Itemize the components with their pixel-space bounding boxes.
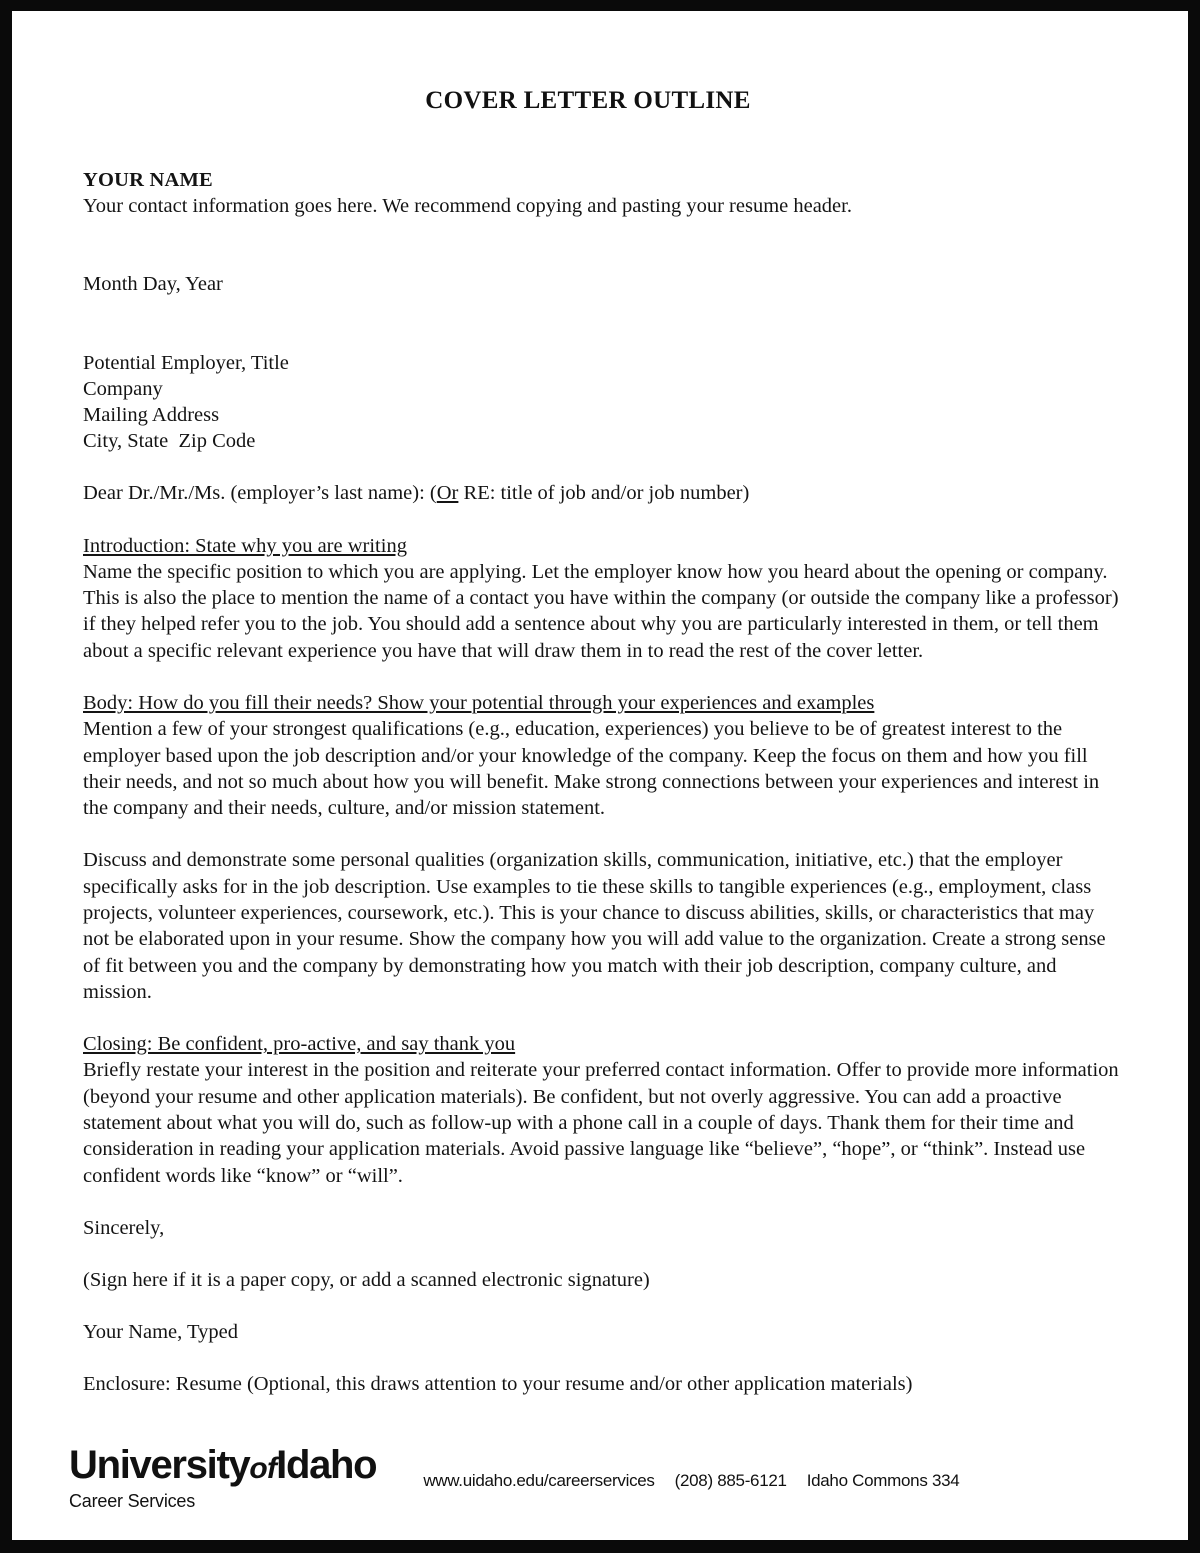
logo-word-university: University [69,1443,250,1487]
logo-subtitle-career-services: Career Services [69,1491,196,1511]
typed-name-line: Your Name, Typed [83,1321,238,1344]
footer-phone: (208) 885-6121 [674,1471,787,1490]
logo-wordmark [69,1445,376,1485]
section-body-body: Mention a few of your strongest qualifications (e.g., education, experiences) you believe to be of greatest interest to the employer based upon the job description and/or your knowledge of the company. Keep the focus on them and how you fill their needs, and not so much about how you will benefit. Make strong connections between your experiences and interest in the company and their needs, culture, and/or mission statement. [83,718,1100,820]
document-content [83,11,1133,1540]
spacer [83,115,1133,167]
document-page [12,11,1188,1540]
section-heading-body: Body: How do you fill their needs? Show your potential through your experiences and examples [83,692,875,715]
section-body-introduction: Name the specific position to which you are applying. Let the employer know how you heard about the opening or company. This is also the place to mention the name of a contact you have within the company (or outside the company like a professor) if they helped refer you to the job. You should add a sentence about why you are particularly interested in them, or tell them about a specific relevant experience you have that will draw them in to read the rest of the cover letter. [83,560,1119,662]
spacer [83,219,1133,271]
spacer [83,507,1133,533]
university-of-idaho-logo [69,1445,376,1510]
recipient-city-state-zip: City, State Zip Code [83,430,256,453]
salutation-before: Dear Dr./Mr./Ms. (employer’s last name): ( [83,482,437,505]
salutation-after: RE: title of job and/or job number) [458,482,750,505]
recipient-address: Mailing Address [83,404,220,427]
section-body-closing: Briefly restate your interest in the position and reiterate your preferred contact information. Offer to provide more information (beyond your resume and other application materials). Be confident, but not overly aggressive. You can add a proactive statement about what you will do, such as follow-up with a phone call in a couple of days. Thank them for their time and consideration in reading your application materials. Avoid passive language like “believe”, “hope”, or “think”. Instead use confident words like “know” or “will”. [83,1059,1119,1187]
logo-word-idaho: Idaho [276,1443,377,1487]
spacer [83,1293,1133,1319]
contact-info-line: Your contact information goes here. We recommend copying and pasting your resume header. [83,195,852,218]
spacer [83,1345,1133,1371]
page-title: COVER LETTER OUTLINE [425,87,751,114]
section-heading-closing: Closing: Be confident, pro-active, and say thank you [83,1033,516,1056]
spacer [83,1005,1133,1031]
signature-note: (Sign here if it is a paper copy, or add a scanned electronic signature) [83,1269,650,1292]
footer-location: Idaho Commons 334 [806,1471,960,1490]
footer-website[interactable]: www.uidaho.edu/careerservices [423,1471,655,1490]
sincerely-line: Sincerely, [83,1216,165,1239]
spacer [83,664,1133,690]
spacer [83,1189,1133,1215]
enclosure-line: Enclosure: Resume (Optional, this draws attention to your resume and/or other application materials) [83,1373,913,1396]
spacer [83,298,1133,350]
spacer [83,1241,1133,1267]
your-name-placeholder: YOUR NAME [83,169,213,191]
salutation-or-underlined: Or [436,482,459,505]
footer-contact-info [423,1471,959,1491]
page-footer [69,1445,1059,1510]
section-heading-introduction: Introduction: State why you are writing [83,534,407,557]
salutation-line [83,480,1133,506]
spacer [83,821,1133,847]
recipient-name-title: Potential Employer, Title [83,351,289,374]
spacer [83,454,1133,480]
section-body-personal-qualities: Discuss and demonstrate some personal qualities (organization skills, communication, initiative, etc.) that the employer specifically asks for in the job description. Use examples to tie these skills to tangible experiences (e.g., employment, class projects, volunteer experiences, coursework, etc.). This is your chance to discuss abilities, skills, or characteristics that may not be elaborated upon in your resume. Show the company how you will add value to the organization. Create a strong sense of fit between you and the company by demonstrating how you match with their job description, company culture, and mission. [83,849,1106,1003]
date-line: Month Day, Year [83,273,223,296]
logo-word-of: of [249,1452,277,1485]
recipient-company: Company [83,377,163,400]
